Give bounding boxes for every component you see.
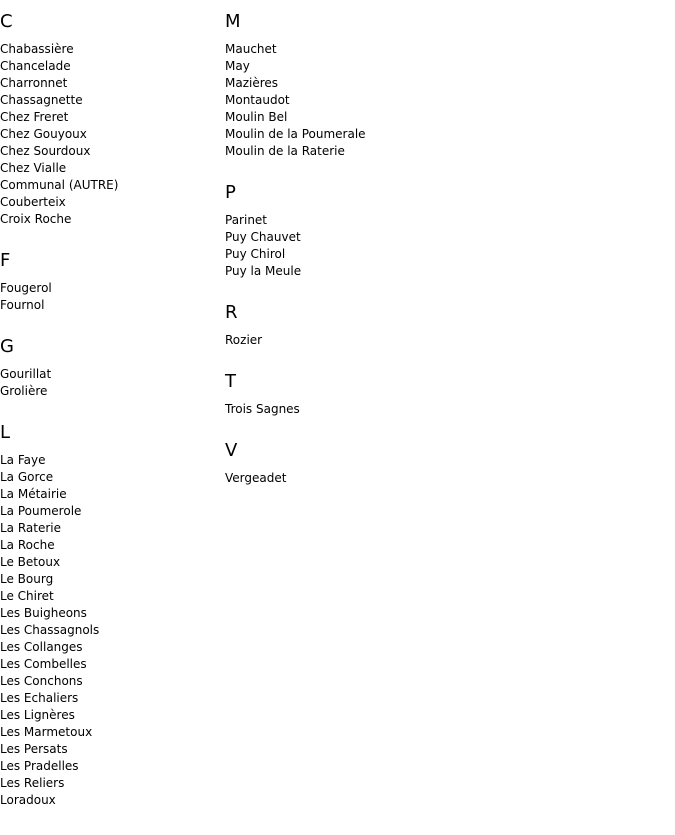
- locality-item-chez-sourdoux[interactable]: Chez Sourdoux: [0, 144, 91, 158]
- group-spacer: [0, 314, 220, 325]
- locality-list: [225, 401, 665, 418]
- locality-list: [0, 41, 220, 228]
- locality-item-chassagnette[interactable]: Chassagnette: [0, 93, 83, 107]
- locality-item-loradoux[interactable]: Loradoux: [0, 793, 56, 807]
- locality-item-la-poumerole[interactable]: La Poumerole: [0, 504, 82, 518]
- locality-list: [0, 452, 220, 809]
- letter-group-r: [225, 291, 665, 349]
- letter-heading-p: P: [225, 182, 236, 203]
- locality-item-may[interactable]: May: [225, 59, 250, 73]
- letter-group-p: [225, 171, 665, 280]
- locality-item-la-gorce[interactable]: La Gorce: [0, 470, 54, 484]
- locality-item-chez-freret[interactable]: Chez Freret: [0, 110, 69, 124]
- locality-item-les-marmetoux[interactable]: Les Marmetoux: [0, 725, 93, 739]
- letter-group-v: [225, 429, 665, 487]
- locality-item-fougerol[interactable]: Fougerol: [0, 281, 52, 295]
- locality-item-chez-gouyoux[interactable]: Chez Gouyoux: [0, 127, 87, 141]
- group-spacer: [225, 160, 665, 171]
- locality-item-les-reliers[interactable]: Les Reliers: [0, 776, 65, 790]
- locality-item-gourillat[interactable]: Gourillat: [0, 367, 52, 381]
- index-column-right: [225, 0, 665, 487]
- locality-item-la-raterie[interactable]: La Raterie: [0, 521, 62, 535]
- locality-item-le-betoux[interactable]: Le Betoux: [0, 555, 61, 569]
- locality-item-charronnet[interactable]: Charronnet: [0, 76, 68, 90]
- locality-item-puy-la-meule[interactable]: Puy la Meule: [225, 264, 302, 278]
- locality-list: [225, 41, 665, 160]
- locality-item-les-chassagnols[interactable]: Les Chassagnols: [0, 623, 100, 637]
- locality-item-chancelade[interactable]: Chancelade: [0, 59, 71, 73]
- locality-item-couberteix[interactable]: Couberteix: [0, 195, 66, 209]
- locality-item-mazieres[interactable]: Mazières: [225, 76, 279, 90]
- locality-list: [225, 332, 665, 349]
- locality-item-montaudot[interactable]: Montaudot: [225, 93, 290, 107]
- locality-item-moulin-de-la-poumerale[interactable]: Moulin de la Poumerale: [225, 127, 366, 141]
- letter-heading-m: M: [225, 11, 241, 32]
- locality-item-chabassiere[interactable]: Chabassière: [0, 42, 74, 56]
- letter-heading-c: C: [0, 11, 13, 32]
- letter-group-l: [0, 411, 220, 809]
- locality-item-les-pradelles[interactable]: Les Pradelles: [0, 759, 79, 773]
- letter-group-g: [0, 325, 220, 400]
- locality-item-les-ligneres[interactable]: Les Lignères: [0, 708, 75, 722]
- letter-group-f: [0, 239, 220, 314]
- locality-item-rozier[interactable]: Rozier: [225, 333, 263, 347]
- locality-item-trois-sagnes[interactable]: Trois Sagnes: [225, 402, 300, 416]
- locality-item-groliere[interactable]: Grolière: [0, 384, 48, 398]
- locality-item-les-persats[interactable]: Les Persats: [0, 742, 68, 756]
- index-column-left: [0, 0, 220, 809]
- locality-list: [225, 470, 665, 487]
- locality-item-les-conchons[interactable]: Les Conchons: [0, 674, 83, 688]
- locality-item-croix-roche[interactable]: Croix Roche: [0, 212, 72, 226]
- locality-item-les-buigheons[interactable]: Les Buigheons: [0, 606, 87, 620]
- locality-item-fournol[interactable]: Fournol: [0, 298, 45, 312]
- letter-heading-l: L: [0, 422, 11, 443]
- locality-item-la-metairie[interactable]: La Métairie: [0, 487, 67, 501]
- locality-item-mauchet[interactable]: Mauchet: [225, 42, 277, 56]
- group-spacer: [225, 280, 665, 291]
- locality-item-vergeadet[interactable]: Vergeadet: [225, 471, 287, 485]
- locality-item-les-combelles[interactable]: Les Combelles: [0, 657, 87, 671]
- locality-item-puy-chauvet[interactable]: Puy Chauvet: [225, 230, 301, 244]
- locality-item-moulin-de-la-raterie[interactable]: Moulin de la Raterie: [225, 144, 345, 158]
- group-spacer: [225, 418, 665, 429]
- locality-item-chez-vialle[interactable]: Chez Vialle: [0, 161, 67, 175]
- locality-item-communal-autre[interactable]: Communal (AUTRE): [0, 178, 119, 192]
- group-spacer: [0, 228, 220, 239]
- letter-heading-g: G: [0, 336, 14, 357]
- locality-item-la-faye[interactable]: La Faye: [0, 453, 46, 467]
- group-spacer: [225, 349, 665, 360]
- locality-item-parinet[interactable]: Parinet: [225, 213, 268, 227]
- locality-item-la-roche[interactable]: La Roche: [0, 538, 55, 552]
- letter-heading-r: R: [225, 302, 238, 323]
- locality-item-moulin-bel[interactable]: Moulin Bel: [225, 110, 288, 124]
- locality-list: [0, 280, 220, 314]
- locality-item-les-echaliers[interactable]: Les Echaliers: [0, 691, 79, 705]
- letter-heading-t: T: [225, 371, 236, 392]
- letter-group-c: [0, 0, 220, 228]
- locality-item-le-bourg[interactable]: Le Bourg: [0, 572, 54, 586]
- letter-group-m: [225, 0, 665, 160]
- locality-item-le-chiret[interactable]: Le Chiret: [0, 589, 54, 603]
- group-spacer: [0, 400, 220, 411]
- letter-heading-f: F: [0, 250, 11, 271]
- locality-list: [225, 212, 665, 280]
- letter-heading-v: V: [225, 440, 238, 461]
- locality-list: [0, 366, 220, 400]
- locality-item-puy-chirol[interactable]: Puy Chirol: [225, 247, 286, 261]
- locality-item-les-collanges[interactable]: Les Collanges: [0, 640, 83, 654]
- letter-group-t: [225, 360, 665, 418]
